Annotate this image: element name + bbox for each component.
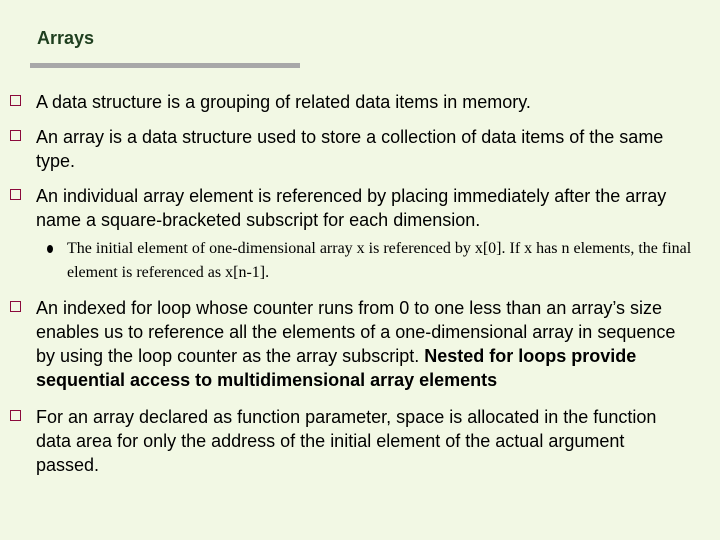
round-bullet-icon xyxy=(47,245,53,253)
bullet-text: An indexed for loop whose counter runs from 0 to one less than an array’s size enables us to reference all the elements of a one-dimensional array in sequence by using the loop counter as the array subscript. xyxy=(36,298,676,366)
bullet-item xyxy=(10,125,686,173)
bullet-bold-text: Nested for loops provide sequential access to multidimensional array elements xyxy=(36,346,637,390)
square-bullet-icon xyxy=(10,189,21,200)
square-bullet-icon xyxy=(10,130,21,141)
square-bullet-icon xyxy=(10,301,21,312)
bullet-item xyxy=(10,90,686,114)
square-bullet-icon xyxy=(10,95,21,106)
bullet-text: For an array declared as function parameter, space is allocated in the function data area for only the address of the initial element of the actual argument passed. xyxy=(36,407,657,475)
bullet-item xyxy=(10,405,686,477)
bullet-item xyxy=(10,184,686,232)
sub-bullet-text: The initial element of one-dimensional array x is referenced by x[0]. If x has n elements, the final element is referenced as x[n-1]. xyxy=(67,240,692,281)
bullet-text: An array is a data structure used to store a collection of data items of the same type. xyxy=(36,127,664,171)
slide-title: Arrays xyxy=(37,28,95,48)
bullet-item xyxy=(10,296,686,392)
bullet-text: An individual array element is referenced by placing immediately after the array name a square-bracketed subscript for each dimension. xyxy=(36,186,667,230)
bullet-text: A data structure is a grouping of related data items in memory. xyxy=(36,92,531,112)
title-underline xyxy=(30,63,300,68)
sub-bullet-item xyxy=(45,237,720,285)
square-bullet-icon xyxy=(10,410,21,421)
